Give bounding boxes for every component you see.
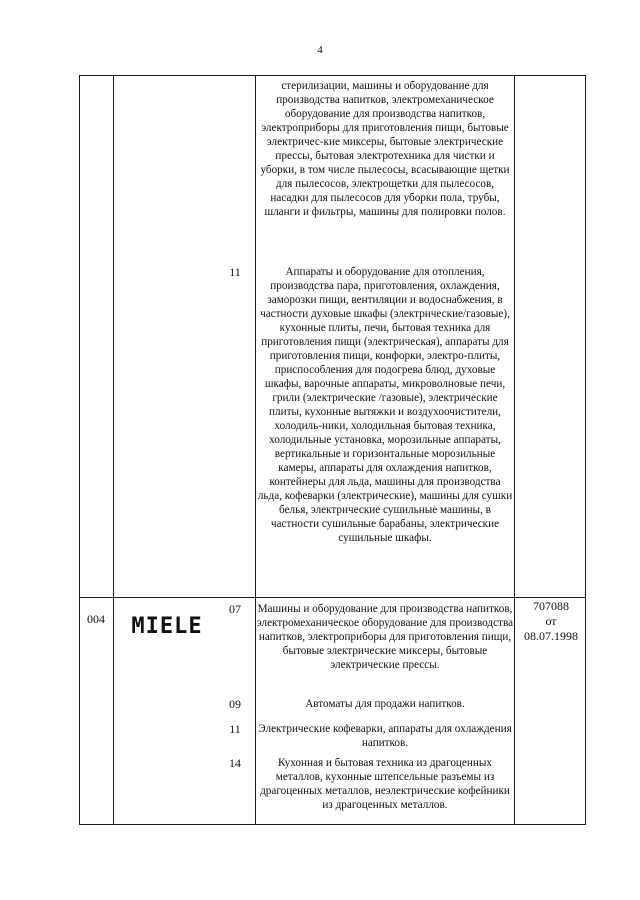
goods-description: Автоматы для продажи напитков.: [305, 698, 465, 710]
class-code: 09: [229, 697, 241, 711]
class-code: 11: [229, 722, 241, 736]
trademark-logo: MIELE: [131, 614, 203, 639]
registration-date: 08.07.1998: [524, 629, 578, 643]
page-number: 4: [317, 44, 323, 56]
table-top-border: [79, 75, 586, 76]
registration-info: [516, 599, 586, 644]
goods-description: Кухонная и бытовая техника из драгоценных металлов, кухонные штепсельные разъемы из драгоценных металлов, неэлектрические кофейники из драгоценных металлов.: [260, 757, 510, 811]
col-border-4: [585, 75, 586, 825]
col-border-0: [79, 75, 80, 825]
trademark-table: [79, 75, 586, 825]
row-number: 004: [87, 612, 105, 626]
registration-number: 707088: [533, 599, 569, 613]
row-divider: [79, 597, 586, 598]
table-bottom-border: [79, 824, 586, 825]
registration-from-label: от: [545, 614, 557, 628]
goods-description: стерилизации, машины и оборудование для производства напитков, электромеханическое оборудование для производства напитков, электроприборы для приготовления пищи, бытовые электричес-кие миксеры, бытовые электрические прессы, бытовая электротехника для чистки и уборки, в том числе пылесосы, всасывающие щетки для пылесосов, электрощетки для пылесосов, насадки для пылесосов для уборки пола, трубы, шланги и фильтры, машины для полировки полов.: [260, 80, 510, 218]
class-code: 07: [229, 602, 241, 616]
goods-description: Машины и оборудование для производства напитков, электромеханическое оборудование для производства напитков, электроприборы для приготовления пищи, бытовые электрические миксеры, бытовые электрические прессы.: [256, 603, 514, 671]
goods-description: Электрические кофеварки, аппараты для охлаждения напитков.: [258, 723, 512, 749]
class-code: 11: [229, 265, 241, 279]
col-border-3: [514, 75, 515, 825]
goods-description: Аппараты и оборудование для отопления, производства пара, приготовления, охлаждения, заморозки пищи, вентиляции и водоснабжения, в частности духовые шкафы (электрические/газовые), кухонные плиты, печи, бытовая техника для приготовления пищи (электрическая), аппараты для приготовления пищи, конфорки, электро-плиты, приспособления для подогрева блюд, духовые шкафы, варочные аппараты, микроволновые печи, грили (электрические /газовые), электрические плиты, кухонные вытяжки и воздухоочистители, холодиль-ники, холодильная бытовая техника, холодильные установка, морозильные аппараты, вертикальные и горизонтальные морозильные камеры, аппараты для охлаждения напитков, контейнеры для льда, машины для производства льда, кофеварки (электрические), машины для сушки белья, электрические сушильные машины, в частности сушильные барабаны, электрические сушильные шкафы.: [257, 266, 513, 544]
class-code: 14: [229, 756, 241, 770]
col-border-1: [113, 75, 114, 825]
